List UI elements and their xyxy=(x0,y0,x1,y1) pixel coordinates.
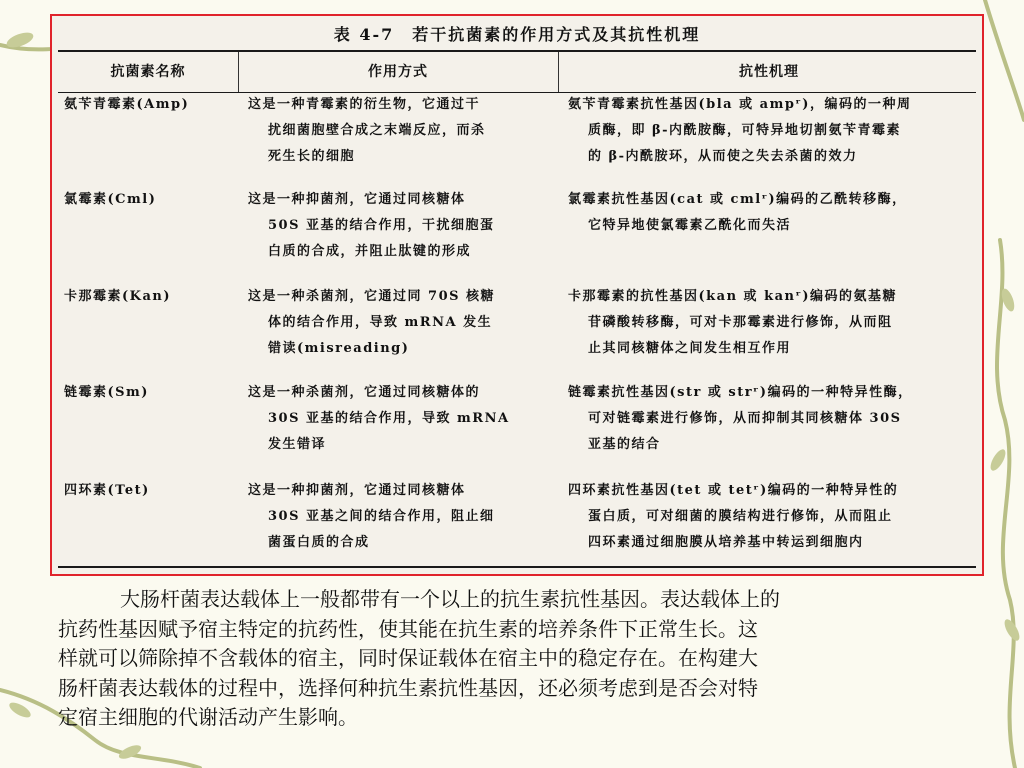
row-5-mechanism: 四环素抗性基因(tet 或 tetʳ)编码的一种特异性的 蛋白质，可对细菌的膜结构进行修饰，从而阻止 四环素通过细胞膜从培养基中转运到细胞内 xyxy=(568,483,899,550)
row-2-mode: 这是一种抑菌剂，它通过同核糖体 50S 亚基的结合作用，干扰细胞蛋 白质的合成，并阻止肽键的形成 xyxy=(248,192,495,259)
row-5-mode: 这是一种抑菌剂，它通过同核糖体 30S 亚基之间的结合作用，阻止细 菌蛋白质的合成 xyxy=(248,483,495,550)
paragraph-line: 样就可以筛除掉不含载体的宿主，同时保证载体在宿主中的稳定存在。在构建大 xyxy=(58,646,758,670)
header-mode: 作用方式 xyxy=(368,64,428,80)
antibiotic-table xyxy=(50,14,984,576)
table-bottom-rule xyxy=(58,566,976,568)
row-3-mode: 这是一种杀菌剂，它通过同 70S 核糖 体的结合作用，导致 mRNA 发生 错读(misreading) xyxy=(248,289,496,356)
paragraph-line: 肠杆菌表达载体的过程中，选择何种抗生素抗性基因，还必须考虑到是否会对特 xyxy=(58,675,758,700)
body-paragraph xyxy=(58,585,978,733)
header-mechanism: 抗性机理 xyxy=(739,64,799,80)
row-4-mode: 这是一种杀菌剂，它通过同核糖体的 30S 亚基的结合作用，导致 mRNA 发生错译 xyxy=(248,385,510,452)
table-title: 表 4-7 若干抗菌素的作用方式及其抗性机理 xyxy=(333,25,701,44)
row-2-name: 氯霉素(Cml) xyxy=(64,192,157,207)
row-5-name: 四环素(Tet) xyxy=(64,483,150,498)
table-top-rule xyxy=(58,50,976,52)
row-1-mode: 这是一种青霉素的衍生物，它通过干 扰细菌胞壁合成之末端反应，而杀 死生长的细胞 xyxy=(248,97,486,164)
row-4-mechanism: 链霉素抗性基因(str 或 strʳ)编码的一种特异性酶， 可对链霉素进行修饰，从而抑制其同核糖体 30S 亚基的结合 xyxy=(568,385,913,452)
paragraph-line: 大肠杆菌表达载体上一般都带有一个以上的抗生素抗性基因。表达载体上的 xyxy=(120,587,780,611)
row-1-mechanism: 氨苄青霉素抗性基因(bla 或 ampʳ)，编码的一种周 质酶，即 β-内酰胺酶，可特异地切割氨苄青霉素 的 β-内酰胺环，从而使之失去杀菌的效力 xyxy=(568,97,912,164)
row-4-name: 链霉素(Sm) xyxy=(64,385,149,400)
paragraph-line: 抗药性基因赋予宿主特定的抗药性，使其能在抗生素的培养条件下正常生长。这 xyxy=(58,616,758,641)
row-2-mechanism: 氯霉素抗性基因(cat 或 cmlʳ)编码的乙酰转移酶， 它特异地使氯霉素乙酰化而失活 xyxy=(568,192,907,233)
paragraph-line: 定宿主细胞的代谢活动产生影响。 xyxy=(58,705,358,729)
row-3-name: 卡那霉素(Kan) xyxy=(64,289,171,304)
row-3-mechanism: 卡那霉素的抗性基因(kan 或 kanʳ)编码的氨基糖 苷磷酸转移酶，可对卡那霉素进行修饰，从而阻 止其同核糖体之间发生相互作用 xyxy=(568,289,897,356)
header-name: 抗菌素名称 xyxy=(110,64,186,80)
row-1-name: 氨苄青霉素(Amp) xyxy=(64,97,190,112)
